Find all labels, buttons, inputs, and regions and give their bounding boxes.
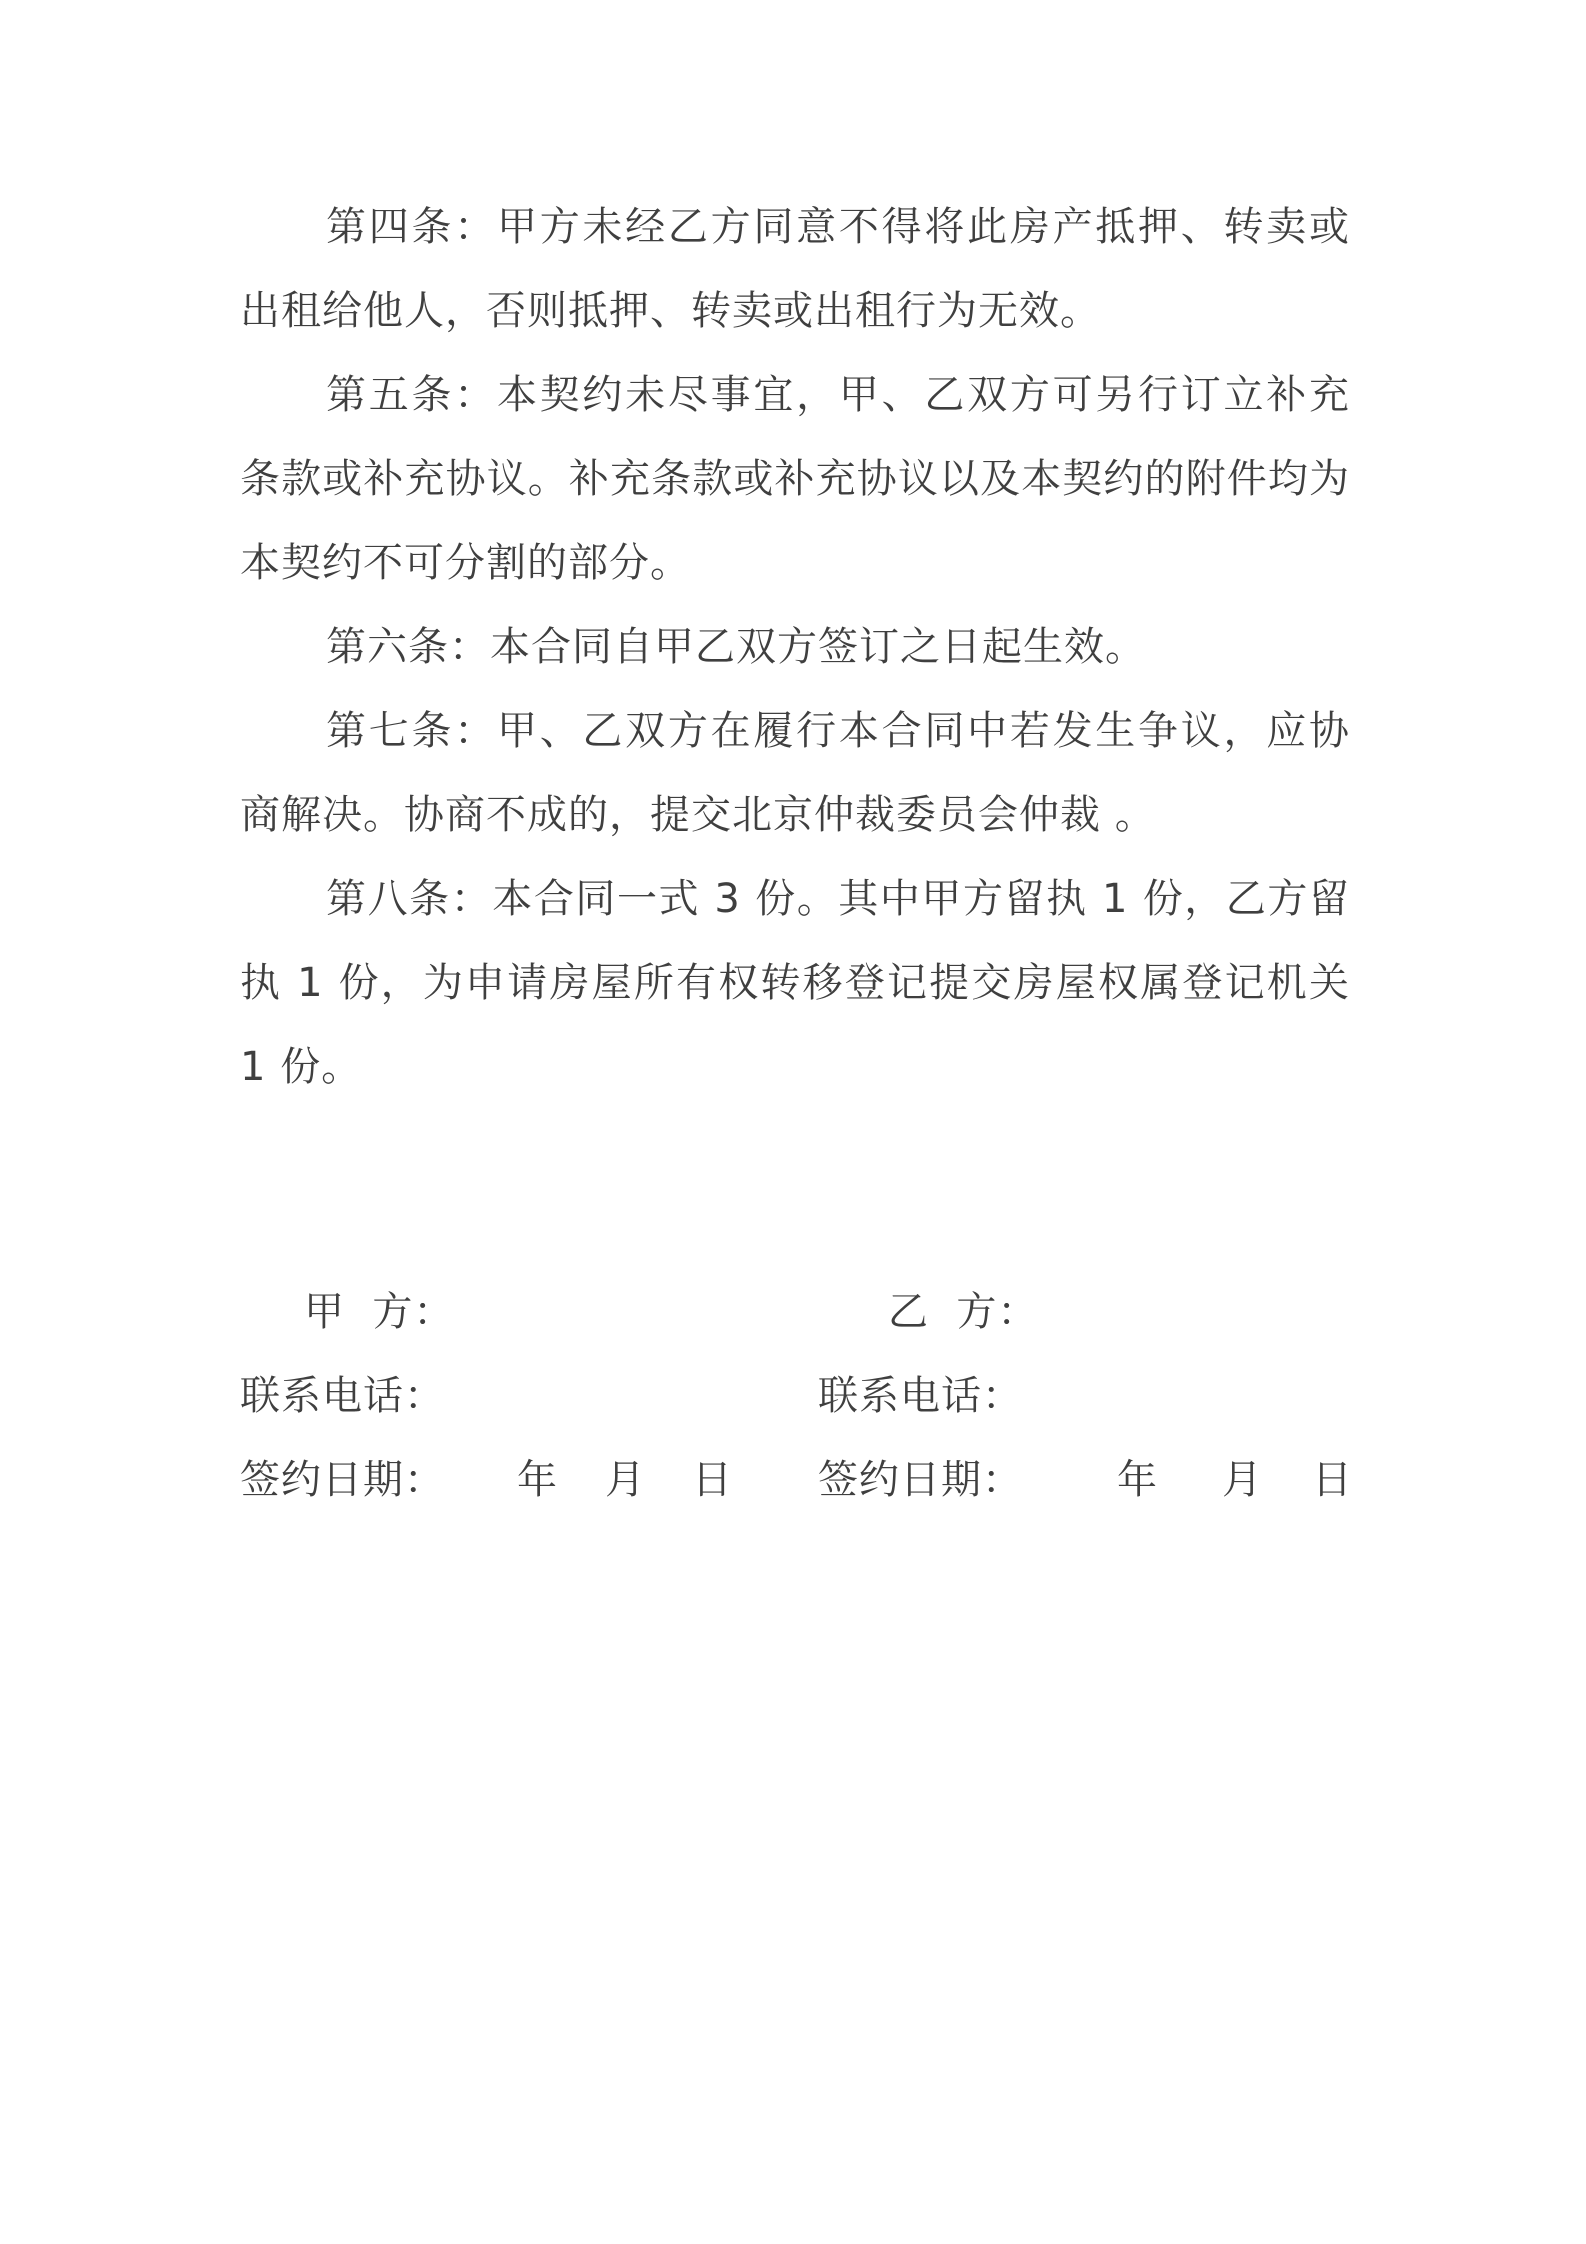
party-b-month-unit: 月 [1222, 1457, 1263, 1503]
party-row [240, 1270, 1350, 1354]
phone-row [240, 1354, 1350, 1438]
article-5: 第五条：本契约未尽事宜，甲、乙双方可另行订立补充条款或补充协议。补充条款或补充协议以及本契约的附件均为本契约不可分割的部分。 [240, 372, 1350, 586]
party-b-phone-label: 联系电话： [818, 1373, 1023, 1419]
party-a-phone-label: 联系电话： [240, 1373, 445, 1419]
date-row [240, 1438, 1353, 1522]
party-a-label: 甲 方： [304, 1289, 455, 1335]
party-b-day-unit: 日 [1312, 1457, 1353, 1503]
party-a-day-unit: 日 [692, 1457, 733, 1503]
party-a-date-label: 签约日期： [240, 1457, 445, 1503]
article-8: 第八条：本合同一式 3 份。其中甲方留执 1 份，乙方留执 1 份，为申请房屋所有权转移登记提交房屋权属登记机关 1 份。 [240, 876, 1350, 1090]
party-b-label: 乙 方： [888, 1289, 1039, 1335]
article-6: 第六条：本合同自甲乙双方签订之日起生效。 [326, 624, 1146, 670]
article-7: 第七条：甲、乙双方在履行本合同中若发生争议，应协商解决。协商不成的，提交北京仲裁委员会仲裁 。 [240, 708, 1350, 838]
contract-articles [240, 185, 1350, 1109]
party-b-year-unit: 年 [1117, 1457, 1158, 1503]
party-b-date-label: 签约日期： [818, 1457, 1023, 1503]
party-a-month-unit: 月 [605, 1457, 646, 1503]
party-a-year-unit: 年 [517, 1457, 558, 1503]
signature-block [240, 1270, 1353, 1522]
article-4: 第四条：甲方未经乙方同意不得将此房产抵押、转卖或出租给他人，否则抵押、转卖或出租行为无效。 [240, 204, 1350, 334]
